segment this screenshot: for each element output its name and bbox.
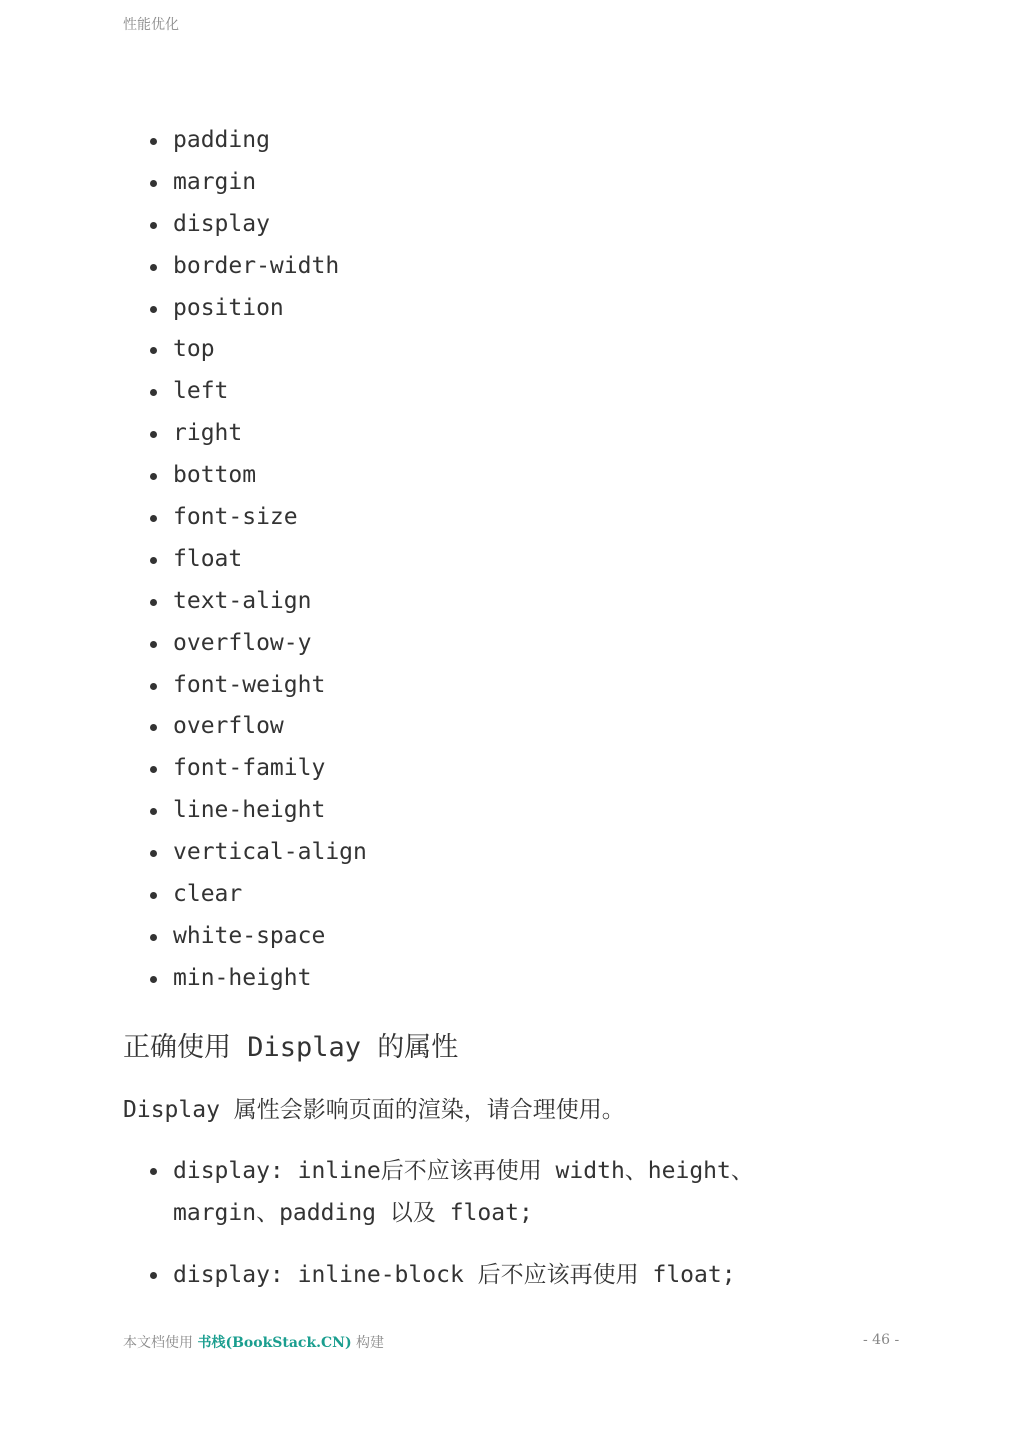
list-item: white-space	[123, 916, 367, 958]
list-item: overflow	[123, 706, 367, 748]
list-item: vertical-align	[123, 832, 367, 874]
list-item: right	[123, 413, 367, 455]
property-list	[123, 120, 367, 1000]
list-item: position	[123, 288, 367, 330]
list-item: font-family	[123, 748, 367, 790]
running-header: 性能优化	[123, 17, 179, 33]
list-item: display: inline-block 后不应该再使用 float;	[123, 1254, 823, 1296]
list-item: line-height	[123, 790, 367, 832]
list-item: text-align	[123, 581, 367, 623]
list-item: clear	[123, 874, 367, 916]
section-intro: Display 属性会影响页面的渲染，请合理使用。	[123, 1097, 625, 1123]
display-rule-list	[123, 1150, 823, 1296]
list-item: float	[123, 539, 367, 581]
footer-brand-link[interactable]: 书栈(BookStack.CN)	[197, 1335, 352, 1351]
list-item: display: inline后不应该再使用 width、height、margin、padding 以及 float;	[123, 1150, 823, 1234]
page-number: - 46 -	[863, 1332, 900, 1348]
list-item: font-size	[123, 497, 367, 539]
footer-credit	[123, 1332, 384, 1352]
section-title: 正确使用 Display 的属性	[123, 1032, 459, 1063]
list-item: left	[123, 371, 367, 413]
list-item: margin	[123, 162, 367, 204]
list-item: padding	[123, 120, 367, 162]
list-item: border-width	[123, 246, 367, 288]
list-item: top	[123, 329, 367, 371]
footer-prefix: 本文档使用	[123, 1335, 198, 1351]
list-item: font-weight	[123, 665, 367, 707]
footer-suffix: 构建	[351, 1335, 385, 1351]
list-item: overflow-y	[123, 623, 367, 665]
list-item: min-height	[123, 958, 367, 1000]
list-item: display	[123, 204, 367, 246]
list-item: bottom	[123, 455, 367, 497]
